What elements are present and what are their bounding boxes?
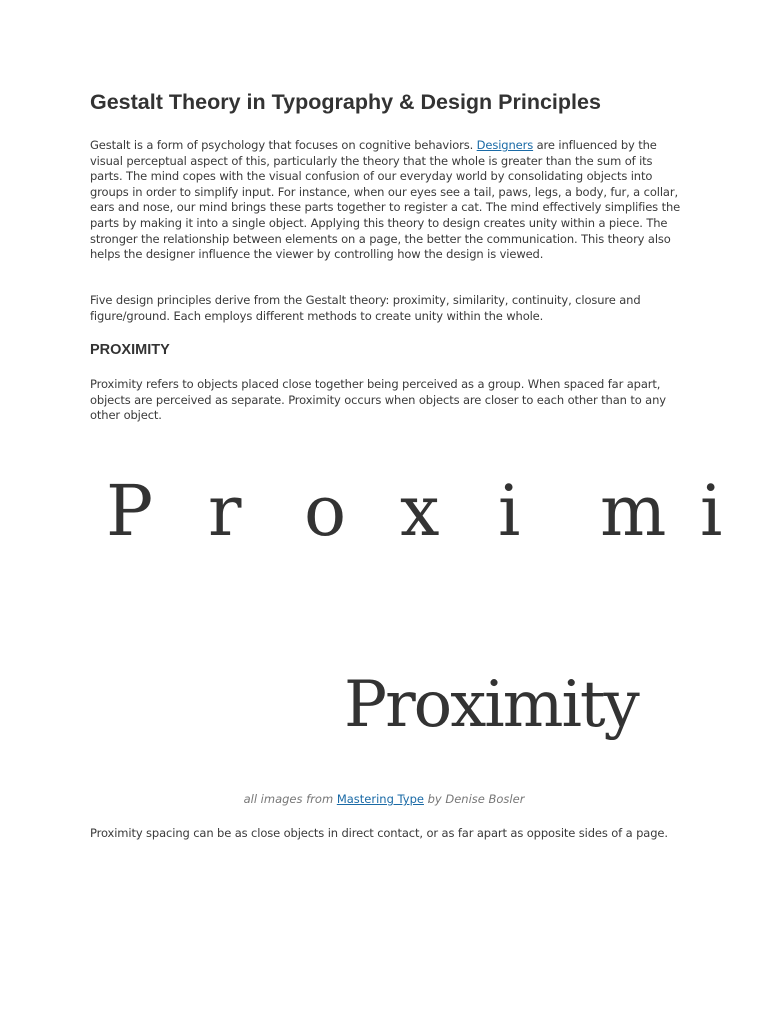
spaced-letter: o [304,470,347,552]
spaced-letter: r [208,470,242,552]
spaced-letter: i [498,470,521,552]
intro-text-start: Gestalt is a form of psychology that focuses on cognitive behaviors. [90,138,477,152]
closing-paragraph: Proximity spacing can be as close objects in direct contact, or as far apart as opposite sides of a page. [90,826,668,840]
image-caption [0,792,768,806]
section-heading-proximity: PROXIMITY [90,342,170,358]
spaced-letter: x [400,470,440,552]
page-title: Gestalt Theory in Typography & Design Principles [90,90,601,114]
designers-link[interactable]: Designers [476,138,534,152]
spaced-letters-illustration [106,466,722,556]
caption-suffix: by Denise Bosler [423,792,525,806]
spaced-letter: i [700,470,723,552]
caption-prefix: all images from [243,792,337,806]
proximity-paragraph: Proximity refers to objects placed close together being perceived as a group. When spaced far apart, objects are perceived as separate. Proximity occurs when objects are closer to each other than to any other object. [90,377,666,423]
mastering-type-link[interactable]: Mastering Type [336,792,424,806]
grouped-word-illustration: Proximity [344,668,638,742]
spaced-letter: P [106,470,154,552]
intro-paragraph [90,138,686,263]
principles-paragraph: Five design principles derive from the Gestalt theory: proximity, similarity, continuity, closure and figure/ground. Each employs different methods to create unity within the whole. [90,293,641,323]
spaced-letter: m [600,470,667,552]
intro-text-end: are influenced by the visual perceptual aspect of this, particularly the theory that the whole is greater than the sum of its parts. The mind copes with the visual confusion of our everyday world by consolidating objects into groups in order to simplify input. For instance, when our eyes see a tail, paws, legs, a body, fur, a collar, ears and nose, our mind brings these parts together to register a cat. The mind effectively simplifies the parts by making it into a single object. Applying this theory to design creates unity within a piece. The stronger the relationship between elements on a page, the better the communication. This theory also helps the designer influence the viewer by controlling how the design is viewed. [90,138,681,262]
